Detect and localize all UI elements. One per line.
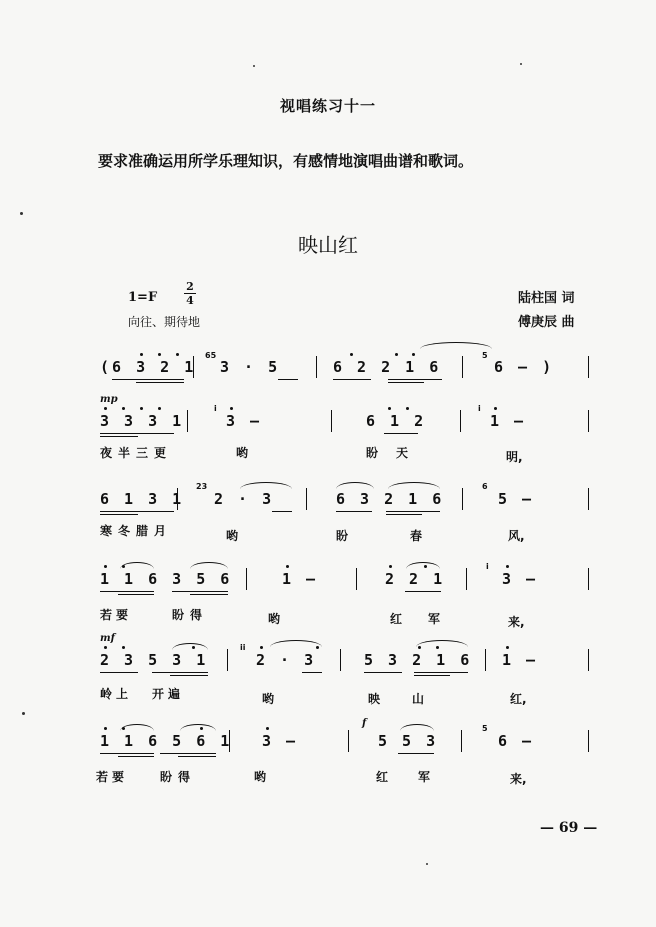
barline (588, 649, 589, 671)
barline (462, 488, 463, 510)
measure-1-2: 3 · 5 (220, 358, 281, 376)
grace-note: i (478, 404, 481, 413)
barline (246, 568, 247, 590)
lyric: 开遍 (152, 687, 185, 701)
page-number: — 69 — (540, 820, 598, 836)
grace-note: 6 (482, 482, 488, 491)
eighth-beam (302, 672, 322, 673)
slur-line (420, 342, 492, 349)
barline (340, 649, 341, 671)
eighth-beam (384, 433, 418, 434)
eighth-beam (405, 591, 441, 592)
lyricist-credit: 陆柱国 词 (518, 291, 575, 306)
slur-line (406, 562, 440, 569)
octave-dot (158, 353, 161, 356)
lyric: 红 (376, 770, 389, 784)
lyric: 来, (508, 615, 525, 629)
measure-6-2: 3 — (262, 732, 299, 750)
octave-dot (350, 353, 353, 356)
octave-dot (506, 646, 509, 649)
sixteenth-beam (136, 382, 184, 383)
measure-2-4: 1 — (490, 412, 527, 430)
lyric: 盼 (336, 529, 349, 543)
eighth-beam (172, 591, 228, 592)
lyric: 红, (510, 692, 527, 706)
barline (193, 356, 194, 378)
tempo-marking: 向往、期待地 (128, 315, 201, 329)
barline (348, 730, 349, 752)
dynamic-mp: mp (100, 394, 118, 405)
measure-1-1: (6 3 2 1 (100, 358, 197, 376)
lyric: 若要 (100, 608, 133, 622)
octave-dot (406, 407, 409, 410)
grace-note: i (486, 562, 489, 571)
scan-speck (520, 63, 522, 65)
slur-line (180, 724, 216, 731)
barline (356, 568, 357, 590)
measure-6-3: 5 5 3 (378, 732, 439, 750)
measure-2-1: 3 3 3 1 (100, 412, 185, 430)
sixteenth-beam (118, 594, 154, 595)
barline (461, 730, 462, 752)
slur-line (400, 724, 434, 731)
barline (229, 730, 230, 752)
sixteenth-beam (170, 675, 208, 676)
slur-line (388, 482, 440, 489)
barline (588, 730, 589, 752)
barline (306, 488, 307, 510)
slur-line (336, 482, 374, 489)
sixteenth-beam (386, 514, 422, 515)
measure-5-2: 2 · 3 (256, 651, 317, 669)
measure-4-4: 3 — (502, 570, 539, 588)
dynamic-mf: mf (100, 633, 115, 644)
lyric: 映 (368, 692, 381, 706)
measure-6-1: 1 1 6 5 6 1 (100, 732, 233, 750)
sixteenth-beam (178, 756, 216, 757)
octave-dot (104, 407, 107, 410)
barline (316, 356, 317, 378)
eighth-beam (388, 379, 442, 380)
scan-speck (22, 712, 25, 715)
barline (588, 410, 589, 432)
sixteenth-beam (388, 382, 424, 383)
eighth-beam (272, 511, 292, 512)
slur-line (172, 643, 208, 650)
octave-dot (412, 353, 415, 356)
octave-dot (494, 407, 497, 410)
eighth-beam (278, 379, 298, 380)
octave-dot (176, 353, 179, 356)
eighth-beam (398, 753, 434, 754)
scan-speck (253, 65, 255, 67)
grace-note: 5 (482, 724, 488, 733)
measure-2-2: 3 — (226, 412, 263, 430)
measure-3-1: 6 1 3 1 (100, 490, 185, 508)
lyric: 哟 (226, 529, 239, 543)
barline (588, 356, 589, 378)
measure-4-2: 1 — (282, 570, 319, 588)
barline (187, 410, 188, 432)
time-signature-bottom: 4 (186, 294, 194, 307)
octave-dot (140, 353, 143, 356)
eighth-beam (414, 672, 468, 673)
grace-note: 5 (482, 351, 488, 360)
sixteenth-beam (414, 675, 450, 676)
eighth-beam (112, 379, 184, 380)
lyric: 红 (390, 612, 403, 626)
octave-dot (395, 353, 398, 356)
lyric: 来, (510, 772, 527, 786)
octave-dot (158, 407, 161, 410)
composer-credit: 傅庚辰 曲 (518, 315, 575, 330)
eighth-beam (100, 433, 174, 434)
eighth-beam (386, 511, 440, 512)
time-signature (184, 281, 196, 306)
lyric: 哟 (262, 692, 275, 706)
lyric: 哟 (236, 446, 249, 460)
scan-speck (20, 212, 23, 215)
eighth-beam (160, 753, 216, 754)
slur-line (270, 640, 322, 647)
lyric: 盼得 (172, 608, 209, 622)
barline (177, 488, 178, 510)
key-signature: 1=F (128, 290, 158, 305)
measure-1-3: 6 2 2 1 6 (333, 358, 442, 376)
exercise-heading: 视唱练习十一 (279, 97, 376, 115)
octave-dot (260, 646, 263, 649)
barline (462, 356, 463, 378)
eighth-beam (364, 672, 402, 673)
eighth-beam (333, 379, 371, 380)
eighth-beam (336, 511, 372, 512)
sixteenth-beam (100, 514, 138, 515)
octave-dot (286, 565, 289, 568)
barline (227, 649, 228, 671)
barline (588, 488, 589, 510)
lyric: 春 (410, 529, 423, 543)
grace-note: 65 (205, 351, 217, 360)
lyric: 盼天 (366, 446, 427, 460)
barline (485, 649, 486, 671)
slur-line (240, 482, 292, 489)
octave-dot (140, 407, 143, 410)
lyric: 夜半三更 (100, 446, 173, 460)
barline (466, 568, 467, 590)
measure-4-1: 1 1 6 3 5 6 (100, 570, 233, 588)
measure-6-4: 6 — (498, 732, 535, 750)
measure-4-3: 2 2 1 (385, 570, 446, 588)
lyric: 风, (508, 529, 525, 543)
dynamic-f: f (362, 718, 367, 729)
sixteenth-beam (190, 594, 228, 595)
measure-5-1: 2 3 5 3 1 (100, 651, 209, 669)
instruction-text: 要求准确运用所学乐理知识，有感情地演唱曲谱和歌词。 (98, 152, 474, 170)
measure-1-4: 6 — ) (494, 358, 555, 376)
lyric: 若要 (96, 770, 129, 784)
octave-dot (230, 407, 233, 410)
barline (460, 410, 461, 432)
barline (331, 410, 332, 432)
slur-line (120, 562, 154, 569)
lyric: 山 (412, 692, 425, 706)
octave-dot (506, 565, 509, 568)
sixteenth-beam (118, 756, 154, 757)
grace-note: 23 (196, 482, 208, 491)
slur-line (120, 724, 154, 731)
octave-dot (388, 407, 391, 410)
octave-dot (389, 565, 392, 568)
octave-dot (104, 646, 107, 649)
grace-note: ii (240, 643, 246, 652)
measure-3-4: 5 — (498, 490, 535, 508)
lyric: 哟 (268, 612, 281, 626)
eighth-beam (100, 511, 174, 512)
sixteenth-beam (100, 436, 138, 437)
slur-line (190, 562, 228, 569)
measure-5-4: 1 — (502, 651, 539, 669)
time-signature-top: 2 (186, 280, 194, 293)
measure-2-3: 6 1 2 (366, 412, 427, 430)
measure-3-2: 2 · 3 (214, 490, 275, 508)
eighth-beam (152, 672, 208, 673)
song-title: 映山红 (298, 233, 358, 257)
measure-5-3: 5 3 2 1 6 (364, 651, 473, 669)
octave-dot (104, 727, 107, 730)
lyric: 明, (506, 450, 523, 464)
lyric: 盼得 (160, 770, 197, 784)
measure-3-3: 6 3 2 1 6 (336, 490, 445, 508)
octave-dot (104, 565, 107, 568)
octave-dot (122, 407, 125, 410)
eighth-beam (100, 591, 154, 592)
octave-dot (266, 727, 269, 730)
lyric: 哟 (254, 770, 267, 784)
slur-line (416, 640, 468, 647)
scan-speck (426, 863, 428, 865)
eighth-beam (100, 672, 138, 673)
octave-dot (122, 646, 125, 649)
eighth-beam (100, 753, 154, 754)
lyric: 岭上 (100, 687, 133, 701)
barline (588, 568, 589, 590)
grace-note: i (214, 404, 217, 413)
lyric: 寒冬腊月 (100, 524, 173, 538)
lyric: 军 (428, 612, 441, 626)
lyric: 军 (418, 770, 431, 784)
